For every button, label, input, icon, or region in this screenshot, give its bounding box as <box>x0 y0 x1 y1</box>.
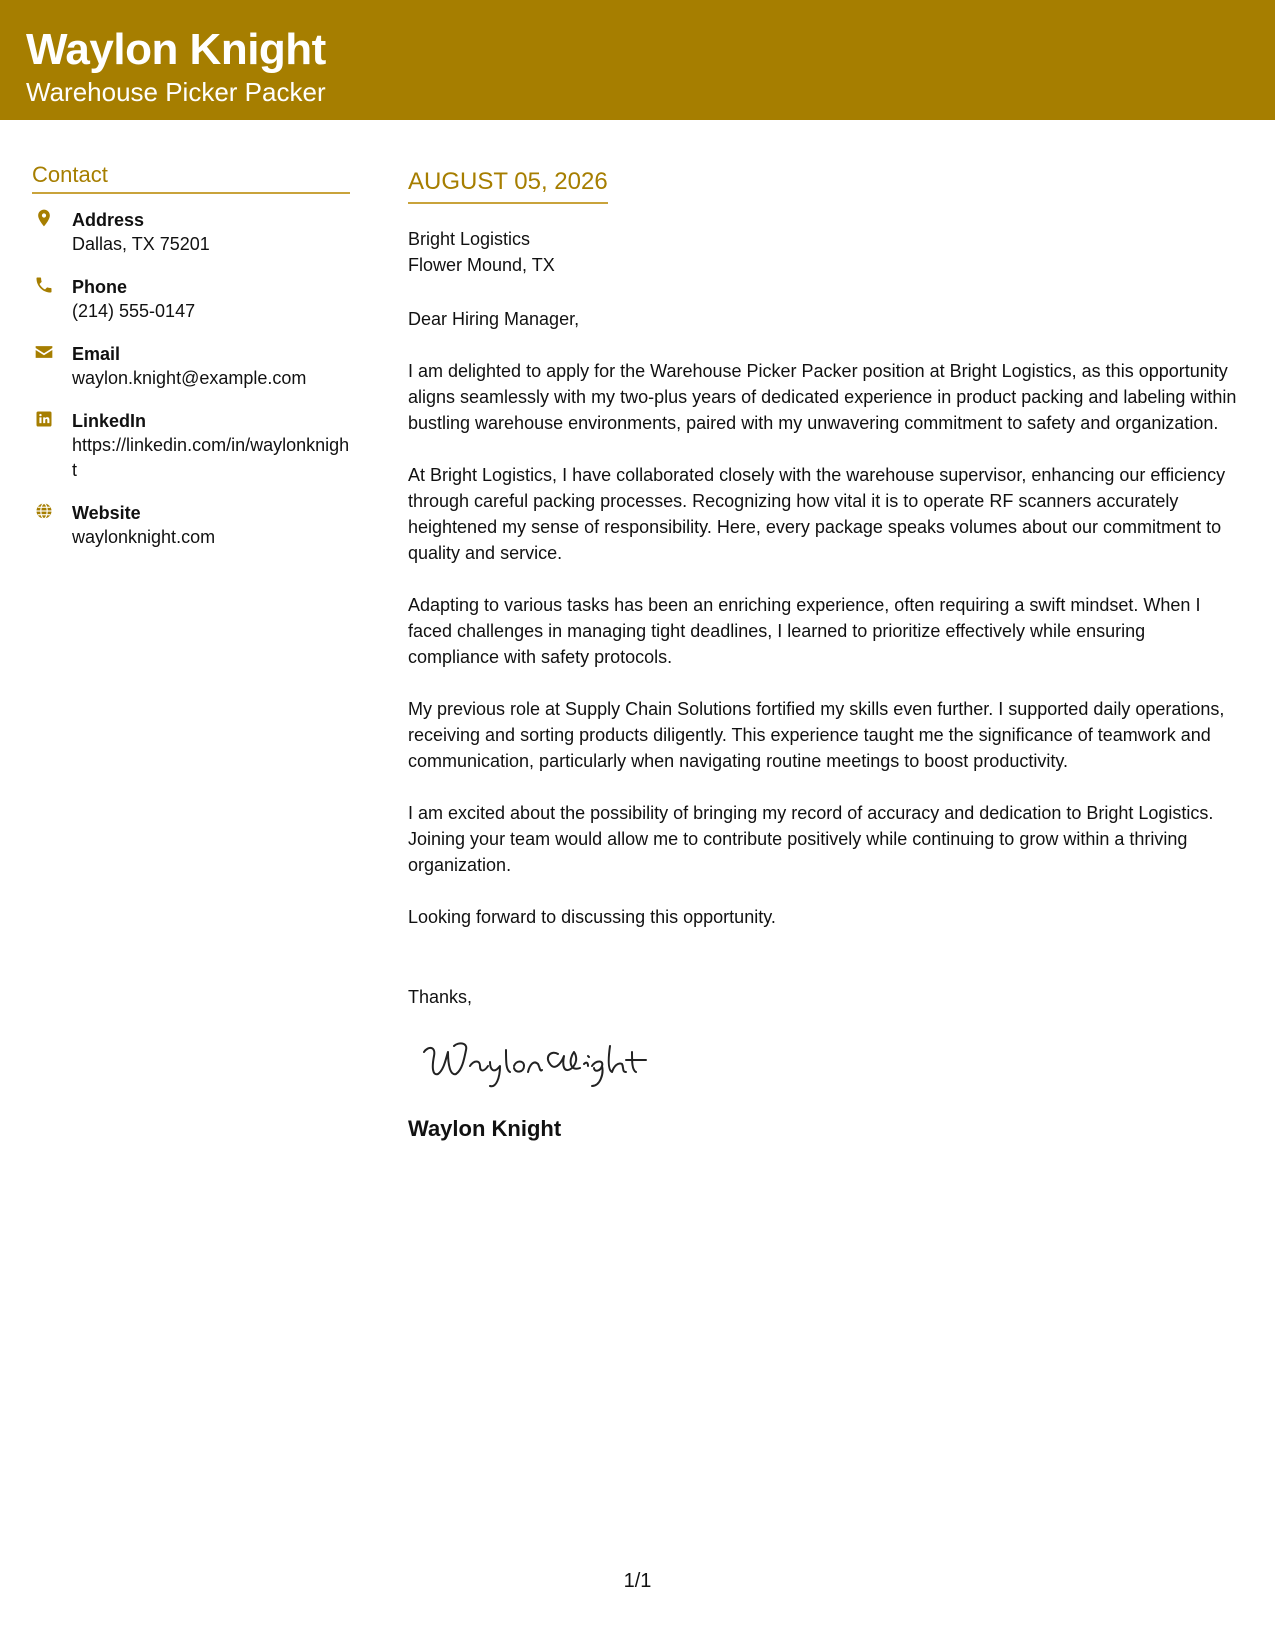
paragraph: Looking forward to discussing this opportunity. <box>408 907 776 927</box>
contact-value[interactable]: https://linkedin.com/in/waylonknight <box>72 435 350 480</box>
paragraph: I am delighted to apply for the Warehouse Picker Packer position at Bright Logistics, as this opportunity aligns seamlessly with my two-plus years of dedicated experience in product packing and labeling within bustling warehouse environments, paired with my unwavering commitment to safety and organization. <box>408 361 1237 433</box>
contact-value[interactable]: waylon.knight@example.com <box>72 368 307 388</box>
handwritten-signature <box>418 1032 1238 1092</box>
globe-icon <box>34 501 56 523</box>
paragraph: At Bright Logistics, I have collaborated closely with the warehouse supervisor, enhancing our efficiency through careful packing processes. Recognizing how vital it is to operate RF scanners accurately heightened my sense of responsibility. Here, every package speaks volumes about our commitment to quality and service. <box>408 465 1226 563</box>
contact-value: (214) 555-0147 <box>72 301 196 321</box>
map-pin-icon <box>34 208 56 230</box>
recipient-block <box>408 226 1238 278</box>
contact-value[interactable]: waylonknight.com <box>72 527 216 547</box>
phone-icon <box>34 275 56 297</box>
paragraph: I am excited about the possibility of bringing my record of accuracy and dedication to Bright Logistics. Joining your team would allow me to contribute positively while continuing to grow within a thriving organization. <box>408 803 1214 875</box>
contact-label: Address <box>72 210 145 230</box>
contact-label: Website <box>72 503 141 523</box>
contact-sidebar <box>32 162 350 568</box>
contact-website <box>32 501 350 550</box>
contact-label: Email <box>72 344 121 364</box>
page-number: 1/1 <box>623 1570 652 1592</box>
paragraph: My previous role at Supply Chain Solutions fortified my skills even further. I supported daily operations, receiving and sorting products diligently. This experience taught me the significance of teamwork and communication, particularly when navigating routine meetings to boost productivity. <box>408 699 1225 771</box>
paragraph: Adapting to various tasks has been an enriching experience, often requiring a swift mindset. When I faced challenges in managing tight deadlines, I learned to prioritize effectively while ensuring compliance with safety protocols. <box>408 595 1201 667</box>
closing: Thanks, <box>408 987 473 1007</box>
signer-name: Waylon Knight <box>408 1116 562 1141</box>
recipient-location: Flower Mound, TX <box>408 255 555 275</box>
contact-phone <box>32 275 350 324</box>
header-banner <box>0 0 1275 120</box>
contact-label: Phone <box>72 277 128 297</box>
letter-date: AUGUST 05, 2026 <box>408 168 608 204</box>
contact-linkedin <box>32 409 350 483</box>
recipient-company: Bright Logistics <box>408 229 531 249</box>
salutation: Dear Hiring Manager, <box>408 309 580 329</box>
letter-body <box>408 168 1238 1142</box>
applicant-role: Warehouse Picker Packer <box>26 77 326 107</box>
contact-address <box>32 208 350 257</box>
contact-label: LinkedIn <box>72 411 147 431</box>
contact-value: Dallas, TX 75201 <box>72 234 210 254</box>
contact-email <box>32 342 350 391</box>
linkedin-icon <box>34 409 56 431</box>
envelope-icon <box>34 342 56 364</box>
contact-section-title: Contact <box>32 162 350 194</box>
applicant-name: Waylon Knight <box>26 25 326 74</box>
